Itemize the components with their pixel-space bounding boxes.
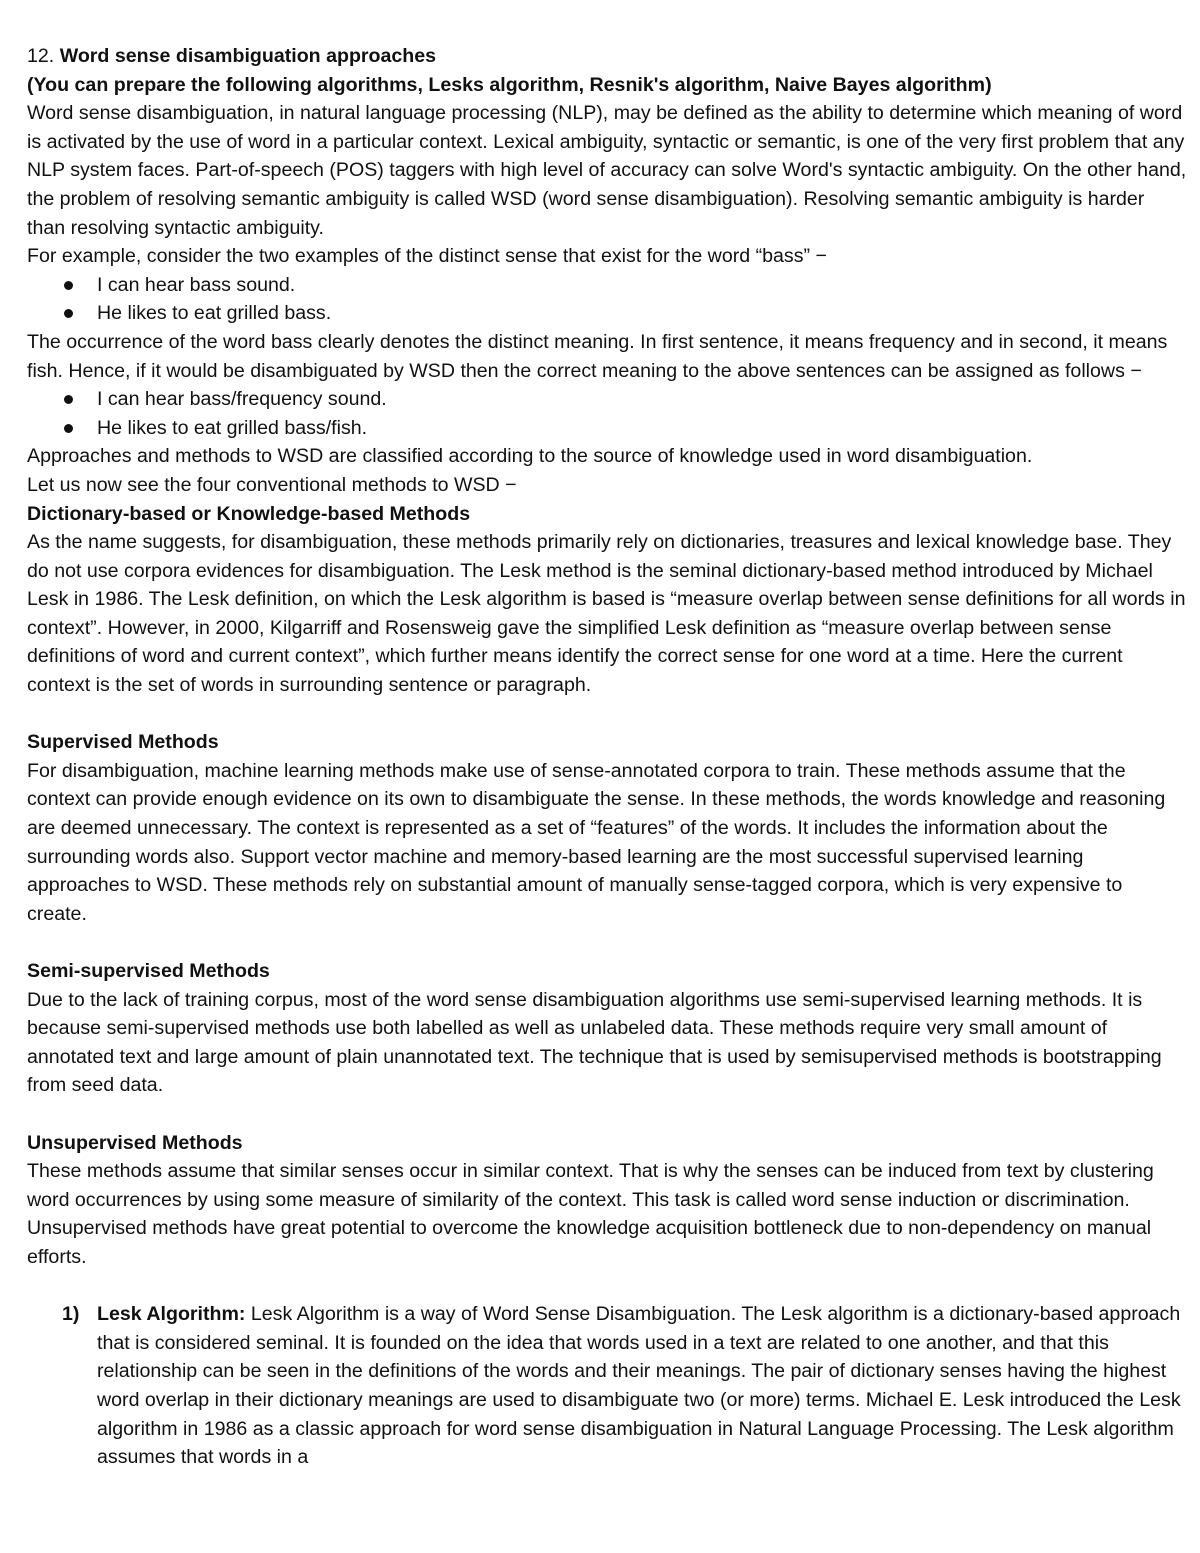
heading-title: Word sense disambiguation approaches: [59, 45, 437, 67]
list-number: 1): [62, 1303, 80, 1326]
bullet-icon: [64, 281, 73, 290]
unsupervised-methods-title: Unsupervised Methods: [27, 1131, 243, 1154]
supervised-methods-title: Supervised Methods: [27, 731, 219, 754]
dictionary-methods-title: Dictionary-based or Knowledge-based Methods: [27, 502, 471, 525]
explanation-paragraph: The occurrence of the word bass clearly denotes the distinct meaning. In first sentence, it means frequency and in second, it means fish. Hence, if it would be disambiguated by WSD then the correct meaning to the above sentences can be assigned as follows −: [27, 330, 1168, 382]
unsupervised-methods-body: These methods assume that similar senses occur in similar context. That is why the senses can be induced from text by clustering word occurrences by using some measure of similarity of the context. This task is called word sense induction or discrimination. Unsupervised methods have great potential to overcome the knowledge acquisition bottleneck due to non-dependency on manual efforts.: [27, 1160, 1154, 1268]
list-item: He likes to eat grilled bass/fish.: [27, 414, 1187, 443]
list-item: I can hear bass sound.: [27, 271, 1187, 300]
heading-number: 12.: [27, 45, 55, 67]
spacer: [27, 700, 1187, 729]
bullet-icon: [64, 424, 73, 433]
section-heading: [27, 42, 1187, 71]
resolved-list: [27, 385, 1187, 442]
approaches-paragraph: Approaches and methods to WSD are classified according to the source of knowledge used in word disambiguation.: [27, 445, 1033, 468]
semi-supervised-methods-body: Due to the lack of training corpus, most of the word sense disambiguation algorithms use semi-supervised learning methods. It is because semi-supervised methods use both labelled as well as unlabeled data. These methods require very small amount of annotated text and large amount of plain unannotated text. The technique that is used by semisupervised methods is bootstrapping from seed data.: [27, 988, 1162, 1097]
list-item: [27, 1300, 1187, 1472]
bullet-icon: [64, 309, 73, 318]
example-lead: For example, consider the two examples of the distinct sense that exist for the word “bass” −: [27, 245, 827, 268]
semi-supervised-methods-title: Semi-supervised Methods: [27, 960, 270, 982]
algorithm-body: Lesk Algorithm is a way of Word Sense Disambiguation. The Lesk algorithm is a dictionary-based approach that is considered seminal. It is founded on the idea that words used in a text are related to one another, and that this relationship can be seen in the definitions of the words and their meanings. The pair of dictionary senses having the highest word overlap in their dictionary meanings are used to disambiguate two (or more) terms. Michael E. Lesk introduced the Lesk algorithm in 1986 as a classic approach for word sense disambiguation in Natural Language Processing. The Lesk algorithm assumes that words in a: [97, 1303, 1181, 1469]
bullet-icon: [64, 395, 73, 404]
spacer: [27, 1272, 1187, 1301]
spacer: [27, 1100, 1187, 1129]
algorithm-title: Lesk Algorithm:: [97, 1303, 246, 1326]
dictionary-methods-body: As the name suggests, for disambiguation, these methods primarily rely on dictionaries, treasures and lexical knowledge base. They do not use corpora evidences for disambiguation. The Lesk method is the seminal dictionary-based method introduced by Michael Lesk in 1986. The Lesk definition, on which the Lesk algorithm is based is “measure overlap between sense definitions for all words in context”. However, in 2000, Kilgarriff and Rosensweig gave the simplified Lesk definition as “measure overlap between sense definitions of word and current context”, which further means identify the correct sense for one word at a time. Here the current context is the set of words in surrounding sentence or paragraph.: [27, 531, 1186, 697]
supervised-methods-body: For disambiguation, machine learning methods make use of sense-annotated corpora to train. These methods assume that the context can provide enough evidence on its own to disambiguate the sense. In these methods, the words knowledge and reasoning are deemed unnecessary. The context is represented as a set of “features” of the words. It includes the information about the surrounding words also. Support vector machine and memory-based learning are the most successful supervised learning approaches to WSD. These methods rely on substantial amount of manually sense-tagged corpora, which is very expensive to create.: [27, 759, 1166, 925]
document-page: [27, 42, 1187, 1472]
list-item: I can hear bass/frequency sound.: [27, 385, 1187, 414]
heading-subtitle: (You can prepare the following algorithms, Lesks algorithm, Resnik's algorithm, Naive Bayes algorithm): [27, 73, 992, 96]
example-list: [27, 271, 1187, 328]
intro-paragraph: Word sense disambiguation, in natural language processing (NLP), may be defined as the ability to determine which meaning of word is activated by the use of word in a particular context. Lexical ambiguity, syntactic or semantic, is one of the very first problem that any NLP system faces. Part-of-speech (POS) taggers with high level of accuracy can solve Word's syntactic ambiguity. On the other hand, the problem of resolving semantic ambiguity is called WSD (word sense disambiguation). Resolving semantic ambiguity is harder than resolving syntactic ambiguity.: [27, 102, 1187, 239]
algorithm-list: [27, 1300, 1187, 1472]
methods-lead: Let us now see the four conventional methods to WSD −: [27, 473, 517, 496]
spacer: [27, 928, 1187, 957]
list-item: He likes to eat grilled bass.: [27, 299, 1187, 328]
